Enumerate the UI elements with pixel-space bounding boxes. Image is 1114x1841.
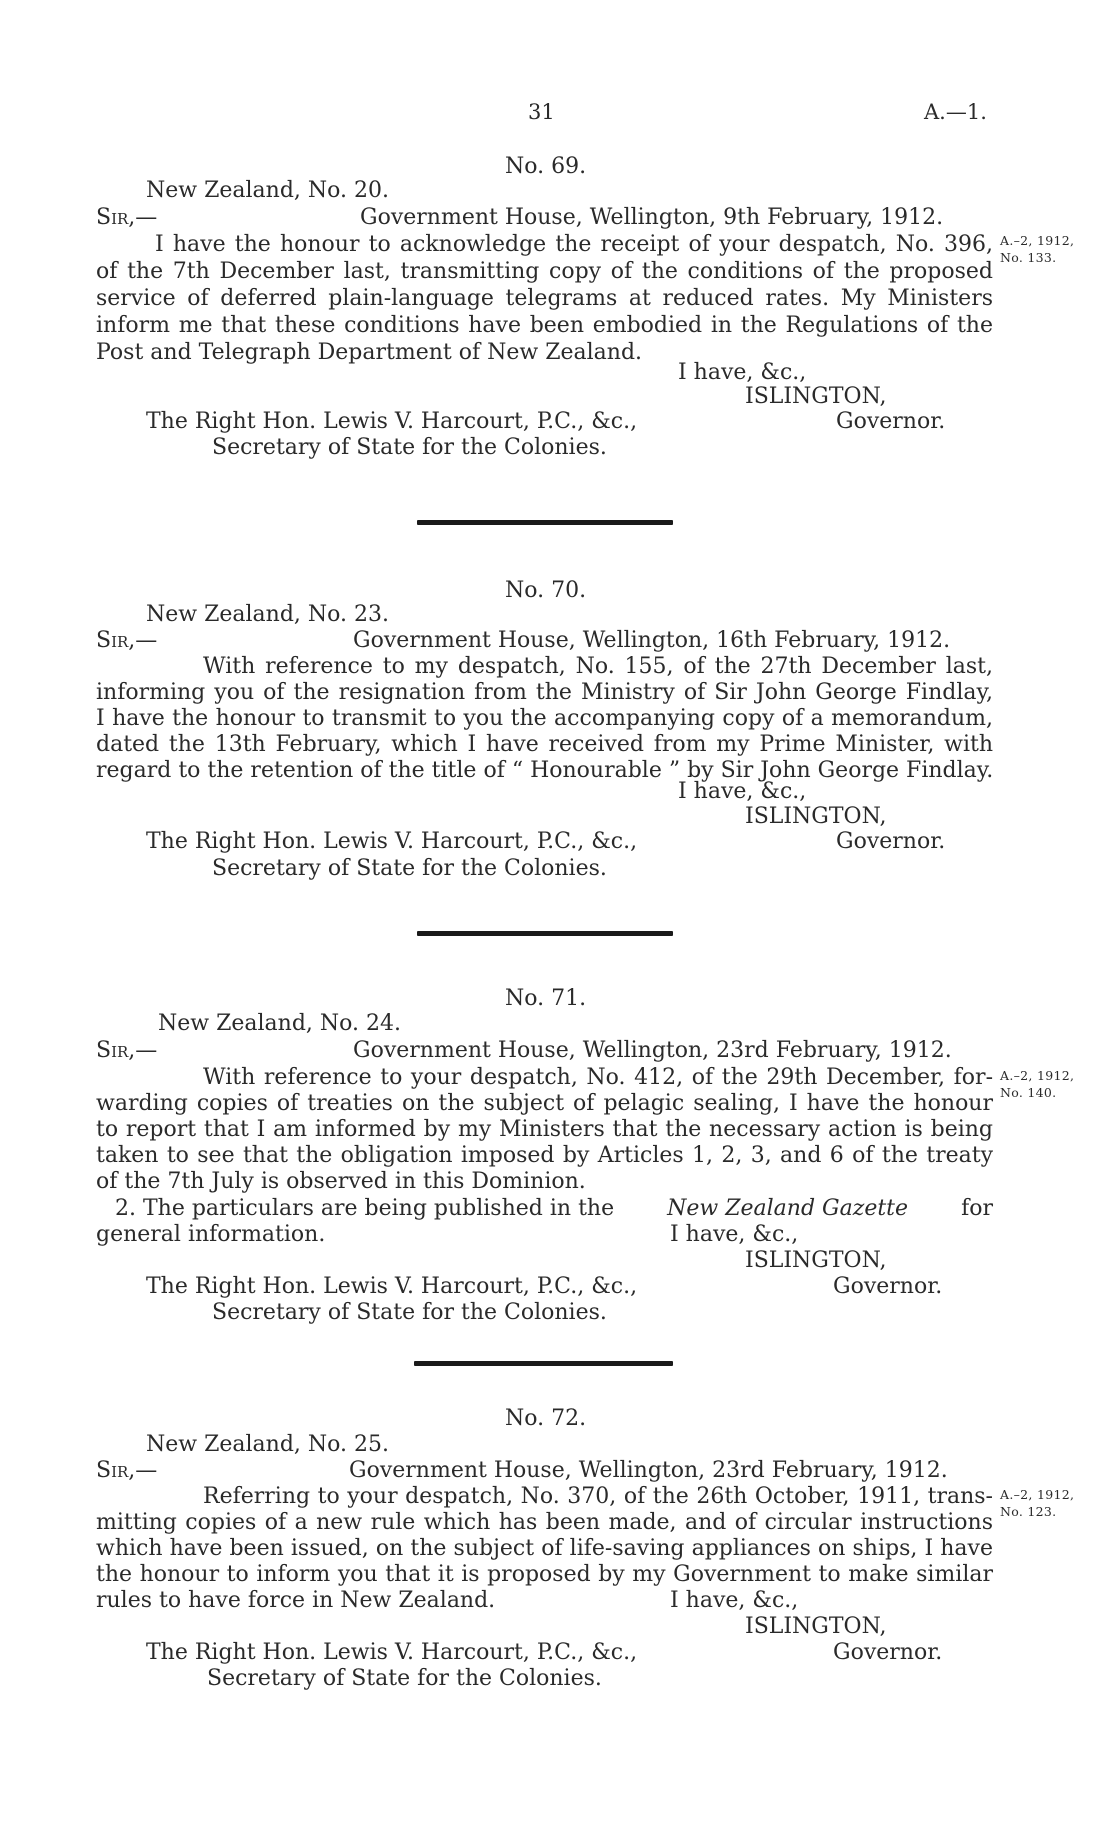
paragraph-2-text: for bbox=[961, 1196, 993, 1221]
place-and-date: Government House, Wellington, 23rd February, 1912. bbox=[353, 1038, 952, 1063]
margin-reference: A.–2, 1912, bbox=[1000, 233, 1075, 248]
new-zealand-reference: New Zealand, No. 20. bbox=[146, 178, 389, 203]
section-divider bbox=[417, 931, 673, 936]
document-reference: A.—1. bbox=[924, 100, 987, 124]
signatory-title: Governor. bbox=[833, 1640, 943, 1665]
letter-number: No. 70. bbox=[505, 578, 587, 603]
body-line: I have the honour to acknowledge the receipt of your despatch, No. 396, bbox=[155, 232, 993, 257]
body-line: which have been issued, on the subject of life-saving appliances on ships, I have bbox=[96, 1536, 993, 1561]
signatory-title: Governor. bbox=[836, 409, 946, 434]
body-line: rules to have force in New Zealand. bbox=[96, 1588, 496, 1613]
closing: I have, &c., bbox=[678, 360, 807, 385]
salutation: Sir,— bbox=[96, 628, 158, 653]
body-line: warding copies of treaties on the subject of pelagic sealing, I have the honour bbox=[96, 1091, 993, 1116]
addressee: The Right Hon. Lewis V. Harcourt, P.C., &c., bbox=[146, 409, 638, 434]
body-line: the honour to inform you that it is proposed by my Government to make similar bbox=[96, 1562, 993, 1587]
addressee-office: Secretary of State for the Colonies. bbox=[207, 1666, 602, 1691]
margin-reference: No. 123. bbox=[1000, 1504, 1057, 1519]
addressee-office: Secretary of State for the Colonies. bbox=[212, 856, 607, 881]
body-line: service of deferred plain-language telegrams at reduced rates. My Ministers bbox=[96, 286, 993, 311]
place-and-date: Government House, Wellington, 23rd February, 1912. bbox=[349, 1458, 948, 1483]
letter-number: No. 72. bbox=[505, 1406, 587, 1431]
section-divider bbox=[414, 1361, 673, 1366]
place-and-date: Government House, Wellington, 9th February, 1912. bbox=[360, 205, 944, 230]
addressee: The Right Hon. Lewis V. Harcourt, P.C., &c., bbox=[146, 829, 638, 854]
salutation: Sir,— bbox=[96, 1038, 158, 1063]
addressee: The Right Hon. Lewis V. Harcourt, P.C., &c., bbox=[146, 1640, 638, 1665]
body-line: Post and Telegraph Department of New Zealand. bbox=[96, 340, 643, 365]
signature: ISLINGTON, bbox=[745, 804, 887, 829]
body-line: mitting copies of a new rule which has been made, and of circular instructions bbox=[96, 1510, 993, 1535]
body-line: informing you of the resignation from the Ministry of Sir John George Findlay, bbox=[96, 680, 993, 705]
new-zealand-reference: New Zealand, No. 24. bbox=[158, 1011, 401, 1036]
addressee-office: Secretary of State for the Colonies. bbox=[212, 435, 607, 460]
closing: I have, &c., bbox=[670, 1222, 799, 1247]
letter-number: No. 69. bbox=[505, 154, 587, 179]
addressee-office: Secretary of State for the Colonies. bbox=[212, 1300, 607, 1325]
signatory-title: Governor. bbox=[833, 1274, 943, 1299]
body-line: of the 7th December last, transmitting copy of the conditions of the proposed bbox=[96, 259, 993, 284]
body-line: With reference to my despatch, No. 155, of the 27th December last, bbox=[203, 654, 993, 679]
signature: ISLINGTON, bbox=[745, 384, 887, 409]
paragraph-2-text: 2. The particulars are being published in the bbox=[115, 1196, 615, 1221]
body-line: I have the honour to transmit to you the accompanying copy of a memorandum, bbox=[96, 706, 993, 731]
new-zealand-reference: New Zealand, No. 23. bbox=[146, 602, 389, 627]
paragraph-2-line: general information. bbox=[96, 1222, 326, 1247]
body-line: dated the 13th February, which I have received from my Prime Minister, with bbox=[96, 732, 993, 757]
body-line: With reference to your despatch, No. 412, of the 29th December, for- bbox=[203, 1065, 993, 1090]
page-number: 31 bbox=[528, 100, 555, 124]
body-line: of the 7th July is observed in this Dominion. bbox=[96, 1169, 586, 1194]
section-divider bbox=[417, 520, 673, 525]
signatory-title: Governor. bbox=[836, 829, 946, 854]
letter-number: No. 71. bbox=[505, 986, 587, 1011]
paragraph-2-line bbox=[115, 1198, 993, 1220]
margin-reference: No. 140. bbox=[1000, 1085, 1057, 1100]
place-and-date: Government House, Wellington, 16th February, 1912. bbox=[353, 628, 951, 653]
body-line: regard to the retention of the title of “ Honourable ” by Sir John George Findlay. bbox=[96, 758, 994, 783]
closing: I have, &c., bbox=[678, 779, 807, 804]
margin-reference: No. 133. bbox=[1000, 250, 1057, 265]
gazette-title: New Zealand Gazette bbox=[667, 1196, 909, 1221]
body-line: Referring to your despatch, No. 370, of the 26th October, 1911, trans- bbox=[203, 1484, 993, 1509]
margin-reference: A.–2, 1912, bbox=[1000, 1487, 1075, 1502]
signature: ISLINGTON, bbox=[745, 1248, 887, 1273]
closing: I have, &c., bbox=[670, 1588, 799, 1613]
addressee: The Right Hon. Lewis V. Harcourt, P.C., &c., bbox=[146, 1274, 638, 1299]
signature: ISLINGTON, bbox=[745, 1614, 887, 1639]
body-line: taken to see that the obligation imposed by Articles 1, 2, 3, and 6 of the treaty bbox=[96, 1143, 993, 1168]
margin-reference: A.–2, 1912, bbox=[1000, 1068, 1075, 1083]
new-zealand-reference: New Zealand, No. 25. bbox=[146, 1432, 389, 1457]
body-line: to report that I am informed by my Ministers that the necessary action is being bbox=[96, 1117, 993, 1142]
salutation: Sir,— bbox=[96, 1458, 158, 1483]
salutation: Sir,— bbox=[96, 205, 158, 230]
body-line: inform me that these conditions have been embodied in the Regulations of the bbox=[96, 313, 993, 338]
